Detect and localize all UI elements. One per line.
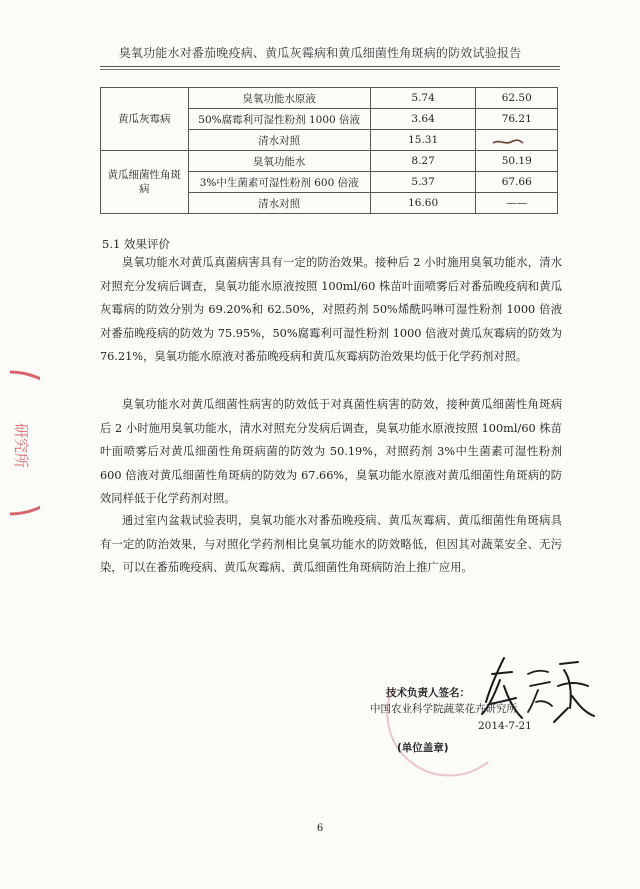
disease-index-cell: 3.64 <box>370 109 476 130</box>
table-row <box>101 88 558 109</box>
disease-index-cell: 15.31 <box>370 130 476 151</box>
report-header-title: 臭氧功能水对番茄晚疫病、黄瓜灰霉病和黄瓜细菌性角斑病的防效试验报告 <box>118 46 522 60</box>
evaluation-paragraph-bacterial: 臭氧功能水对黄瓜细菌性病害的防效低于对真菌性病害的防效，接种黄瓜细菌性角斑病后 2 小时施用臭氧功能水，清水对照充分发病后调查，臭氧功能水原液按照 100ml/60 株苗叶面喷雾后对黄瓜细菌性角斑病菌的防效为 50.19%，对照药剂 3%中生菌素可湿性粉剂 600 倍液对黄瓜细菌性角斑病的防效为 67.66%，臭氧功能水原液对黄瓜细菌性角斑病的防效同样低于化学药剂对照。 <box>100 398 562 505</box>
ink-mark <box>491 134 525 148</box>
header-rule <box>100 66 560 67</box>
efficacy-cell: 62.50 <box>476 88 558 109</box>
disease-index-cell: 16.60 <box>370 193 476 214</box>
efficacy-cell: 76.21 <box>476 109 558 130</box>
treatment-cell: 50%腐霉利可湿性粉剂 1000 倍液 <box>188 109 370 130</box>
evaluation-paragraph-fungal: 臭氧功能水对黄瓜真菌病害具有一定的防治效果。接种后 2 小时施用臭氧功能水，清水对照充分发病后调查，臭氧功能水原液按照 100ml/60 株苗叶面喷雾后对番茄晚疫病和黄瓜灰霉病的防效分别为 69.20%和 62.50%，对照药剂 50%烯酰吗啉可湿性粉剂 1000 倍液对番茄晚疫病的防效为 75.95%，50%腐霉利可湿性粉剂 1000 倍液对黄瓜灰霉病的防效为 76.21%，臭氧功能水原液对番茄晚疫病和黄瓜灰霉病防治效果均低于化学药剂对照。 <box>100 256 562 363</box>
disease-cell: 黄瓜灰霉病 <box>101 88 189 151</box>
treatment-cell: 臭氧功能水 <box>188 151 370 172</box>
table-row <box>101 151 558 172</box>
treatment-cell: 清水对照 <box>188 193 370 214</box>
handwritten-signature <box>478 652 598 732</box>
treatment-cell: 清水对照 <box>188 130 370 151</box>
disease-index-cell: 5.37 <box>370 172 476 193</box>
treatment-cell: 臭氧功能水原液 <box>188 88 370 109</box>
disease-index-cell: 5.74 <box>370 88 476 109</box>
evaluation-paragraph-conclusion: 通过室内盆栽试验表明，臭氧功能水对番茄晚疫病、黄瓜灰霉病、黄瓜细菌性角斑病具有一定的防治效果，与对照化学药剂相比臭氧功能水的防效略低，但因其对蔬菜安全、无污染，可以在番茄晚疫病、黄瓜灰霉病、黄瓜细菌性角斑病防治上推广应用。 <box>100 514 562 574</box>
unit-seal-label: (单位盖章) <box>397 742 449 754</box>
disease-cell: 黄瓜细菌性角斑病 <box>101 151 189 214</box>
technical-lead-label: 技术负责人签名： <box>386 687 470 699</box>
treatment-cell: 3%中生菌素可湿性粉剂 600 倍液 <box>188 172 370 193</box>
results-table <box>100 87 558 214</box>
efficacy-cell: —— <box>476 193 558 214</box>
report-date: 2014-7-21 <box>478 720 532 732</box>
header-rule-thin <box>100 69 560 70</box>
institute-name: 中国农业科学院蔬菜花卉研究所 <box>370 703 517 715</box>
partial-red-seal <box>0 368 40 518</box>
section-heading: 5.1 效果评价 <box>102 237 170 251</box>
side-seal-text: 研究所 <box>12 423 30 469</box>
page-number: 6 <box>316 823 324 834</box>
efficacy-cell: 50.19 <box>476 151 558 172</box>
disease-index-cell: 8.27 <box>370 151 476 172</box>
efficacy-cell: 67.66 <box>476 172 558 193</box>
